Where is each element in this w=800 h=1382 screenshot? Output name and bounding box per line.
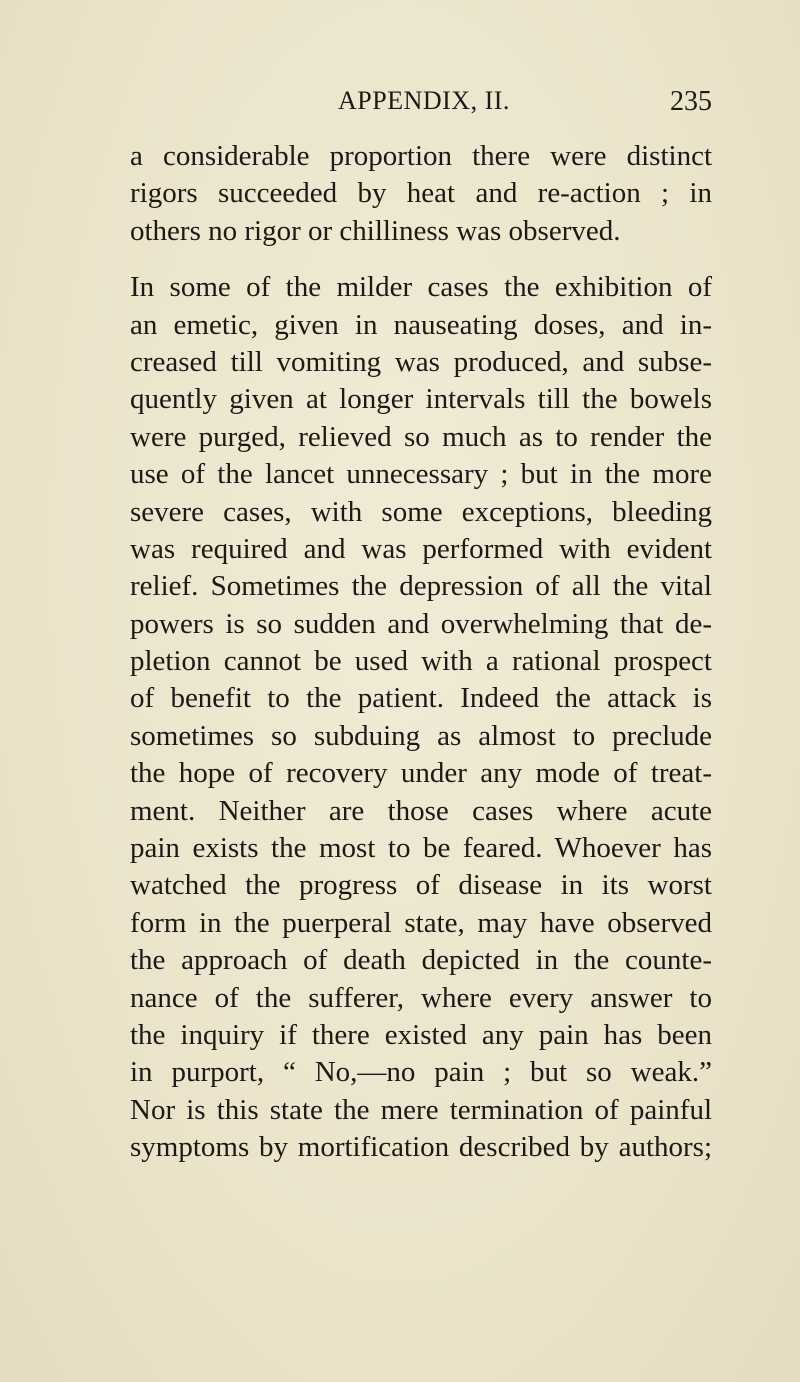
text-line: powers is so sudden and overwhelming that de- bbox=[130, 607, 712, 640]
text-line: the inquiry if there existed any pain has been bbox=[130, 1018, 712, 1051]
text-line: was required and was performed with evident bbox=[130, 532, 712, 565]
running-head: APPENDIX, II. bbox=[338, 86, 510, 115]
text-line: in purport, “ No,—no pain ; but so weak.” bbox=[130, 1056, 712, 1089]
text-line: sometimes so subduing as almost to preclude bbox=[130, 719, 712, 752]
text-line: pain exists the most to be feared. Whoever has bbox=[130, 832, 712, 865]
body-text bbox=[130, 138, 712, 1167]
text-line: In some of the milder cases the exhibition of bbox=[130, 271, 712, 304]
paragraph-2 bbox=[130, 269, 712, 1166]
text-line: rigors succeeded by heat and re-action ; in bbox=[130, 177, 712, 210]
text-line: relief. Sometimes the depression of all the vital bbox=[130, 570, 712, 603]
text-line: pletion cannot be used with a rational prospect bbox=[130, 645, 712, 678]
text-line: form in the puerperal state, may have observed bbox=[130, 906, 712, 939]
text-line: ment. Neither are those cases where acute bbox=[130, 794, 712, 827]
text-line: watched the progress of disease in its worst bbox=[130, 869, 712, 902]
text-line: symptoms by mortification described by authors; bbox=[130, 1131, 712, 1164]
text-line: others no rigor or chilliness was observed. bbox=[130, 214, 621, 247]
text-line: of benefit to the patient. Indeed the attack is bbox=[130, 682, 712, 715]
paragraph-gap bbox=[130, 250, 712, 269]
text-line: quently given at longer intervals till the bowels bbox=[130, 383, 712, 416]
text-line: were purged, relieved so much as to render the bbox=[130, 420, 712, 453]
text-line: a considerable proportion there were distinct bbox=[130, 140, 712, 172]
page-header bbox=[318, 86, 712, 120]
text-line: use of the lancet unnecessary ; but in the more bbox=[130, 458, 712, 491]
text-line: creased till vomiting was produced, and subse- bbox=[130, 345, 712, 378]
text-line: the approach of death depicted in the counte- bbox=[130, 944, 712, 977]
text-line: nance of the sufferer, where every answer to bbox=[130, 981, 712, 1014]
paragraph-1 bbox=[130, 138, 712, 250]
text-line: the hope of recovery under any mode of treat- bbox=[130, 757, 712, 790]
page-number: 235 bbox=[670, 86, 712, 117]
text-line: severe cases, with some exceptions, bleeding bbox=[130, 495, 712, 528]
text-line: Nor is this state the mere termination of painful bbox=[130, 1093, 712, 1126]
text-line: an emetic, given in nauseating doses, and in- bbox=[130, 308, 712, 341]
